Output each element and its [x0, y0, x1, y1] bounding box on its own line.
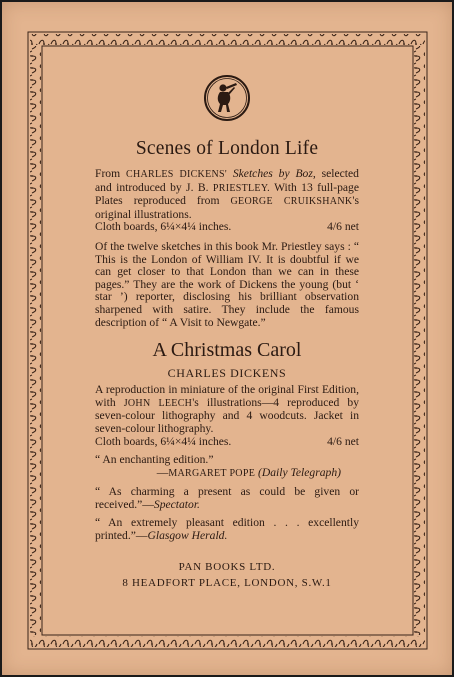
quote1-dash: —	[156, 465, 169, 479]
book2-desc-pre: A reproduction in miniature of the original First Edition, with	[95, 383, 359, 409]
book2-title: A Christmas Carol	[152, 339, 302, 362]
book1-binding-line	[95, 221, 359, 234]
book2-quote1: “ An enchanting edition.”	[95, 453, 214, 467]
book2-desc-post: 's illustrations—4 reproduced by seven-colour lithography and 4 woodcuts. Jacket in seven-colour lithography.	[95, 395, 359, 435]
book2-quote3	[95, 517, 359, 542]
quote2-text: “ As charming a present as could be given or received.”—	[95, 485, 359, 511]
book1-author: CHARLES DICKENS'	[126, 169, 227, 180]
cover-content	[95, 74, 359, 591]
pan-piper-logo-icon	[203, 74, 251, 122]
quote2-source: Spectator.	[153, 497, 200, 511]
book1-work: Sketches by Boz,	[232, 167, 316, 180]
publisher-block	[95, 559, 359, 591]
book2-price: 4/6 net	[327, 434, 359, 448]
book-back-cover	[2, 2, 452, 675]
book2-illustrator: JOHN LEECH	[123, 397, 193, 409]
book1-desc-line3: With 13 full-page Plates reproduced from	[95, 180, 359, 208]
book1-paragraph: Of the twelve sketches in this book Mr. Priestley says : “ This is the London of William IV. It is doubtful if we can get closer to that London than we can in these pages.” They are the work of Dickens the young (but ‘ star ’) reporter, disclosing his brilliant observation sharpened with satire. They include the famous description of “ A Visit to Newgate.”	[95, 239, 359, 329]
publisher-name: PAN BOOKS LTD.	[178, 560, 276, 573]
book2-binding: Cloth boards, 6¼×4¼ inches.	[95, 434, 232, 448]
book2-binding-line	[95, 436, 359, 449]
book2-quote2	[95, 486, 359, 511]
book1-illustrator: GEORGE CRUIKSHANK	[230, 196, 353, 208]
book2-author: CHARLES DICKENS	[167, 366, 287, 381]
quote1-name: MARGARET POPE	[168, 467, 256, 479]
book1-description	[95, 168, 359, 221]
book1-binding: Cloth boards, 6¼×4¼ inches.	[95, 220, 232, 234]
publisher-address: 8 HEADFORT PLACE, LONDON, S.W.1	[122, 576, 332, 589]
quote1-source: (Daily Telegraph)	[258, 465, 341, 479]
book1-desc-line2: selected and introduced by J. B.	[95, 167, 359, 194]
book1-title: Scenes of London Life	[135, 138, 319, 159]
book1-desc-line4: 's original illustrations.	[95, 194, 359, 221]
book1-editor: PRIESTLEY.	[212, 182, 270, 194]
book1-price: 4/6 net	[327, 220, 359, 234]
quote3-source: Glasgow Herald.	[147, 529, 228, 543]
book2-quote1-attribution	[95, 467, 359, 481]
book1-desc-prefix: From	[95, 167, 126, 180]
book2-description	[95, 384, 359, 435]
quote3-text: “ An extremely pleasant edition . . . excellently printed.”—	[95, 516, 359, 543]
